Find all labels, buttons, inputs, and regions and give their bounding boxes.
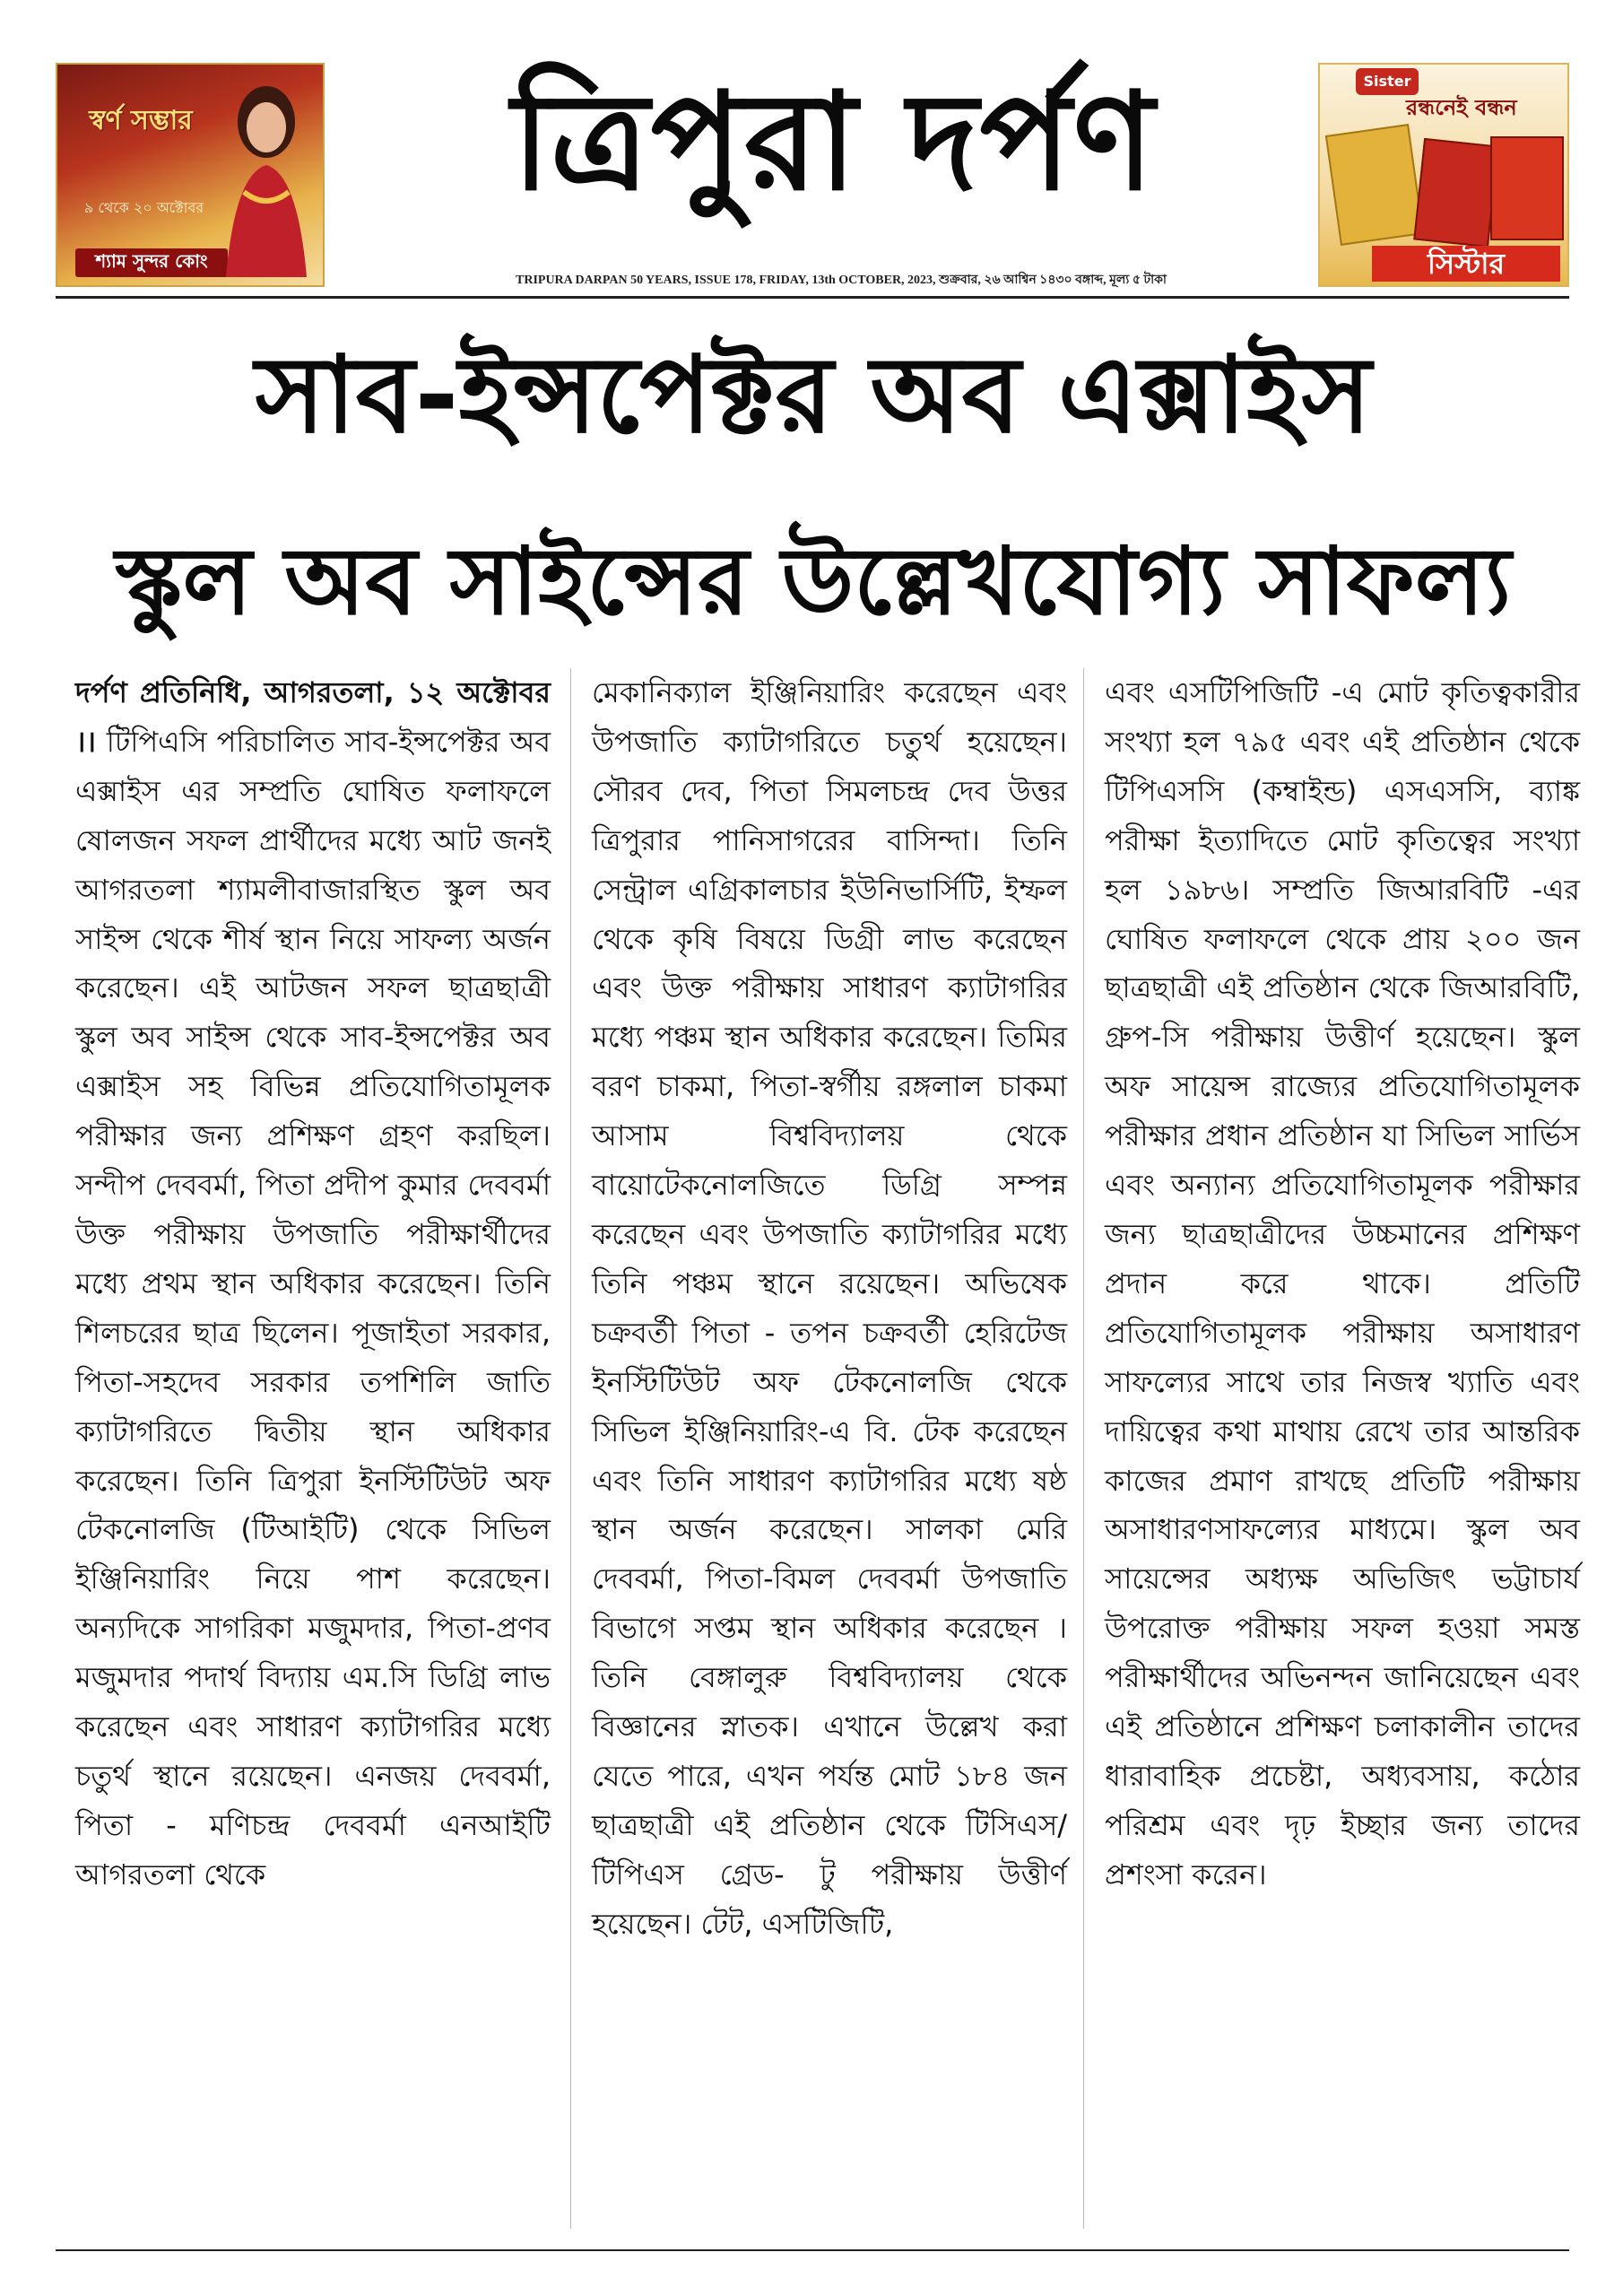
column-divider: [570, 668, 571, 2229]
article-column-2: [592, 668, 1067, 1949]
issue-dateline: TRIPURA DARPAN 50 YEARS, ISSUE 178, FRIDAY, 13th OCTOBER, 2023, শুক্রবার, ২৬ আশ্বিন ১৪৩০ বঙ্গাব্দ, মূল্য ৫ টাকা: [516, 274, 1167, 287]
article-column-3: [1105, 668, 1580, 1900]
column-divider: [1083, 668, 1084, 2229]
headline-primary: সাব-ইন্সপেক্টর অব এক্সাইস: [255, 333, 1372, 457]
spice-pack-icon: [1490, 136, 1564, 240]
newspaper-nameplate: ত্রিপুরা দর্পণ: [511, 63, 1157, 221]
footer-divider: [56, 2249, 1569, 2251]
ad-left-brand: শ্যাম সুন্দর কোং: [75, 248, 228, 277]
article-text: এবং এসটিপিজিটি -এ মোট কৃতিত্বকারীর সংখ্যা হল ৭৯৫ এবং এই প্রতিষ্ঠান থেকে টিপিএসসি (কম্বাইন্ড) এসএসসি, ব্যাঙ্ক পরীক্ষা ইত্যাদিতে মোট কৃতিত্বের সংখ্যা হল ১৯৮৬। সম্প্রতি জিআরবিটি -এর ঘোষিত ফলাফলে থেকে প্রায় ২০০ জন ছাত্রছাত্রী এই প্রতিষ্ঠান থেকে জিআরবিটি, গ্রুপ-সি পরীক্ষায় উত্তীর্ণ হয়েছেন। স্কুল অফ সায়েন্স রাজ্যের প্রতিযোগিতামূলক পরীক্ষার প্রধান প্রতিষ্ঠান যা সিভিল সার্ভিস এবং অন্যান্য প্রতিযোগিতামূলক পরীক্ষার জন্য ছাত্রছাত্রীদের উচ্চমানের প্রশিক্ষণ প্রদান করে থাকে। প্রতিটি প্রতিযোগিতামূলক পরীক্ষায় অসাধারণ সাফল্যের সাথে তার নিজস্ব খ্যাতি এবং দায়িত্বের কথা মাথায় রেখে তার আন্তরিক কাজের প্রমাণ রাখছে প্রতিটি পরীক্ষায় অসাধারণসাফল্যের মাধ্যমে। স্কুল অব সায়েন্সের অধ্যক্ষ অভিজিৎ ভট্টাচার্য উপরোক্ত পরীক্ষায় সফল হওয়া সমস্ত পরীক্ষার্থীদের অভিনন্দন জানিয়েছেন এবং এই প্রতিষ্ঠানে প্রশিক্ষণ চলাকালীন তাদের ধারাবাহিক প্রচেষ্টা, অধ্যবসায়, কঠোর পরিশ্রম এবং দৃঢ় ইচ্ছার জন্য তাদের প্রশংসা করেন।: [1105, 675, 1580, 1892]
spice-pack-icon: [1413, 138, 1498, 248]
article-lead: দর্পণ প্রতিনিধি, আগরতলা, ১২ অক্টোবর ।।: [75, 675, 551, 759]
masthead-divider: [56, 296, 1569, 299]
ad-right-slogan: রন্ধনেই বন্ধন: [1406, 95, 1517, 120]
spice-advertisement: [1318, 63, 1569, 287]
ad-right-brand: সিস্টার: [1372, 246, 1560, 282]
ad-right-logo: Sister: [1356, 68, 1419, 95]
model-portrait-icon: [217, 75, 316, 277]
headline-secondary: স্কুল অব সাইন্সের উল্লেখযোগ্য সাফল্য: [115, 526, 1512, 636]
article-text: মেকানিক্যাল ইঞ্জিনিয়ারিং করেছেন এবং উপজাতি ক্যাটাগরিতে চতুর্থ হয়েছেন। সৌরব দেব, পিতা সিমলচন্দ্র দেব উত্তর ত্রিপুরার পানিসাগরের বাসিন্দা। তিনি সেন্ট্রাল এগ্রিকালচার ইউনিভার্সিটি, ইম্ফল থেকে কৃষি বিষয়ে ডিগ্রী লাভ করেছেন এবং উক্ত পরীক্ষায় সাধারণ ক্যাটাগরির মধ্যে পঞ্চম স্থান অধিকার করেছেন। তিমির বরণ চাকমা, পিতা-স্বর্গীয় রঙ্গলাল চাকমা আসাম বিশ্ববিদ্যালয় থেকে বায়োটেকনোলজিতে ডিগ্রি সম্পন্ন করেছেন এবং উপজাতি ক্যাটাগরির মধ্যে তিনি পঞ্চম স্থানে রয়েছেন। অভিষেক চক্রবর্তী পিতা - তপন চক্রবর্তী হেরিটেজ ইনস্টিটিউট অফ টেকনোলজি থেকে সিভিল ইঞ্জিনিয়ারিং-এ বি. টেক করেছেন এবং তিনি সাধারণ ক্যাটাগরির মধ্যে ষষ্ঠ স্থান অর্জন করেছেন। সালকা মেরি দেববর্মা, পিতা-বিমল দেববর্মা উপজাতি বিভাগে সপ্তম স্থান অধিকার করেছেন । তিনি বেঙ্গালুরু বিশ্ববিদ্যালয় থেকে বিজ্ঞানের স্নাতক। এখানে উল্লেখ করা যেতে পারে, এখন পর্যন্ত মোট ১৮৪ জন ছাত্রছাত্রী এই প্রতিষ্ঠান থেকে টিসিএস/ টিপিএস গ্রেড- টু পরীক্ষায় উত্তীর্ণ হয়েছেন। টেট, এসটিজিটি,: [592, 675, 1067, 1941]
jewellery-advertisement: [56, 63, 325, 287]
article-column-1: [75, 668, 551, 1900]
article-text: টিপিএসি পরিচালিত সাব-ইন্সপেক্টর অব এক্সাইস এর সম্প্রতি ঘোষিত ফলাফলে ষোলজন সফল প্রার্থীদের মধ্যে আট জনই আগরতলা শ্যামলীবাজারস্থিত স্কুল অব সাইন্স থেকে শীর্ষ স্থান নিয়ে সাফল্য অর্জন করেছেন। এই আটজন সফল ছাত্রছাত্রী স্কুল অব সাইন্স থেকে সাব-ইন্সপেক্টর অব এক্সাইস সহ বিভিন্ন প্রতিযোগিতামূলক পরীক্ষার জন্য প্রশিক্ষণ গ্রহণ করছিল। সন্দীপ দেববর্মা, পিতা প্রদীপ কুমার দেববর্মা উক্ত পরীক্ষায় উপজাতি পরীক্ষার্থীদের মধ্যে প্রথম স্থান অধিকার করেছেন। তিনি শিলচরের ছাত্র ছিলেন। পূজাইতা সরকার, পিতা-সহদেব সরকার তপশিলি জাতি ক্যাটাগরিতে দ্বিতীয় স্থান অধিকার করেছেন। তিনি ত্রিপুরা ইনস্টিটিউট অফ টেকনোলজি (টিআইটি) থেকে সিভিল ইঞ্জিনিয়ারিং নিয়ে পাশ করেছেন। অন্যদিকে সাগরিকা মজুমদার, পিতা-প্রণব মজুমদার পদার্থ বিদ্যায় এম.সি ডিগ্রি লাভ করেছেন এবং সাধারণ ক্যাটাগরির মধ্যে চতুর্থ স্থানে রয়েছেন। এনজয় দেববর্মা, পিতা - মণিচন্দ্র দেববর্মা এনআইটি আগরতলা থেকে: [75, 724, 551, 1892]
spice-pack-icon: [1325, 124, 1424, 246]
ad-left-title: স্বর্ণ সম্ভার: [89, 105, 193, 136]
ad-left-date-line: ৯ থেকে ২০ অক্টোবর: [83, 199, 204, 216]
